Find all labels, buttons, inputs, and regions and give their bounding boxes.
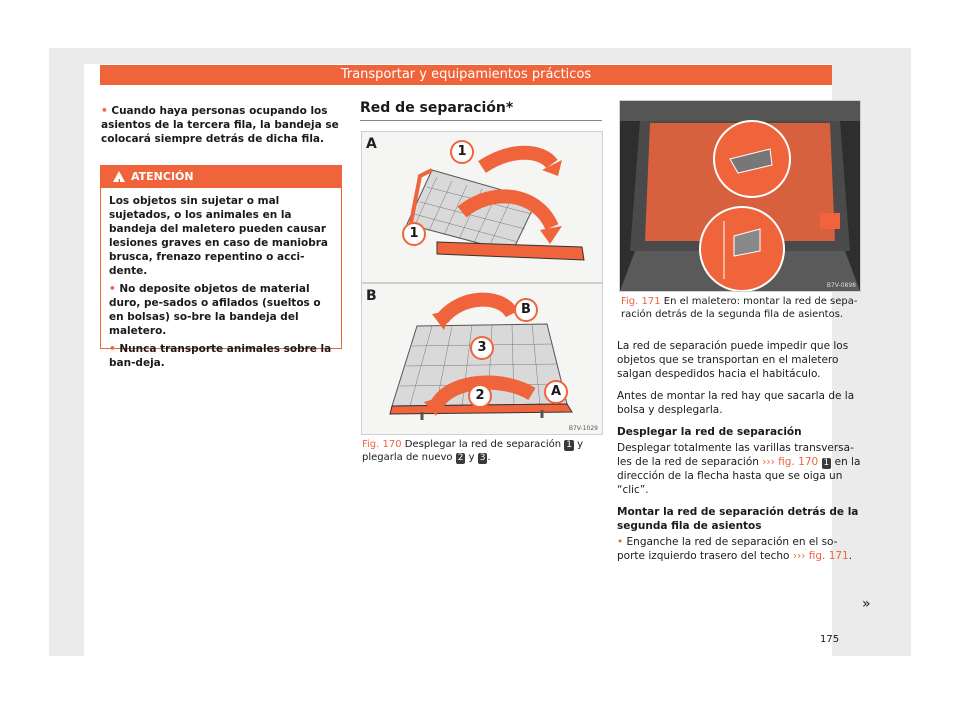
figure-171-caption: Fig. 171 En el maletero: montar la red de sepa-ración detrás de la segunda fila de asientos. bbox=[621, 296, 858, 320]
figure-171 bbox=[619, 100, 861, 292]
warning-text: Los objetos sin sujetar o mal sujetados, o los animales en la bandeja del maletero pueden causar lesiones graves en caso de maniobra brusca, frenazo repentino o acci-dente. bbox=[109, 195, 329, 277]
figure-label-b: B bbox=[366, 288, 377, 304]
paragraph: La red de separación puede impedir que los objetos que se transportan en el maletero salgan despedidos hacia el habitáculo. bbox=[617, 340, 849, 380]
subheading: Montar la red de separación detrás de la segunda fila de asientos bbox=[617, 506, 859, 532]
figure-link[interactable]: ››› fig. 170 bbox=[762, 456, 819, 468]
section-divider bbox=[360, 120, 602, 121]
figure-code: B7V-1029 bbox=[568, 425, 598, 432]
step-number: 1 bbox=[566, 440, 572, 450]
bullet-marker: • bbox=[101, 105, 108, 117]
figure-label-a: A bbox=[366, 136, 377, 152]
figure-ref: Fig. 170 bbox=[362, 439, 402, 450]
step-number: 2 bbox=[457, 453, 464, 463]
warning-bullet: • No deposite objetos de material duro, pe-sados o afilados (sueltos o en bolsas) so-bre la bandeja del maletero. bbox=[109, 283, 321, 337]
intro-paragraph bbox=[101, 104, 341, 146]
figure-170-a bbox=[361, 131, 603, 283]
warning-triangle-icon bbox=[113, 171, 125, 182]
warning-header bbox=[101, 166, 341, 188]
intro-text: Cuando haya personas ocupando los asientos de la tercera fila, la bandeja se colocará siempre detrás de dicha fila. bbox=[101, 105, 339, 145]
page-header: Transportar y equipamientos prácticos bbox=[100, 65, 832, 85]
callout-2: 2 bbox=[468, 384, 492, 408]
figure-link[interactable]: ››› fig. 171 bbox=[792, 550, 849, 562]
callout-a: A bbox=[544, 380, 568, 404]
callout-3: 3 bbox=[470, 336, 494, 360]
callout-1: 1 bbox=[402, 222, 426, 246]
paragraph: • Enganche la red de separación en el so-porte izquierdo trasero del techo ››› fig. 171. bbox=[617, 536, 853, 562]
paragraph: Antes de montar la red hay que sacarla de la bolsa y desplegarla. bbox=[617, 390, 855, 416]
figure-ref: Fig. 171 bbox=[621, 296, 661, 307]
figure-code: B7V-0898 bbox=[826, 282, 856, 289]
figure-170-caption: Fig. 170 Desplegar la red de separación 1 y plegarla de nuevo 2 y 3 . bbox=[362, 439, 584, 463]
figure-170-b bbox=[361, 283, 603, 435]
warning-bullet: • Nunca transporte animales sobre la ban-deja. bbox=[109, 343, 332, 369]
step-number: 1 bbox=[823, 458, 830, 468]
subheading: Desplegar la red de separación bbox=[617, 426, 802, 438]
warning-title: ATENCIÓN bbox=[131, 170, 194, 183]
main-text-column bbox=[617, 339, 861, 571]
warning-box bbox=[100, 165, 342, 369]
warning-body bbox=[101, 188, 341, 380]
step-number: 3 bbox=[479, 453, 486, 463]
callout-b: B bbox=[514, 298, 538, 322]
page-number: 175 bbox=[820, 634, 840, 645]
trunk-net-illustration bbox=[620, 101, 860, 291]
callout-1: 1 bbox=[450, 140, 474, 164]
net-unfold-illustration bbox=[362, 132, 602, 282]
section-title: Red de separación* bbox=[360, 100, 514, 116]
continue-mark: » bbox=[862, 596, 871, 612]
paragraph: Desplegar totalmente las varillas transversa-les de la red de separación ››› fig. 170 1 en la dirección de la flecha hasta que se oiga un “clic”. bbox=[617, 442, 861, 496]
